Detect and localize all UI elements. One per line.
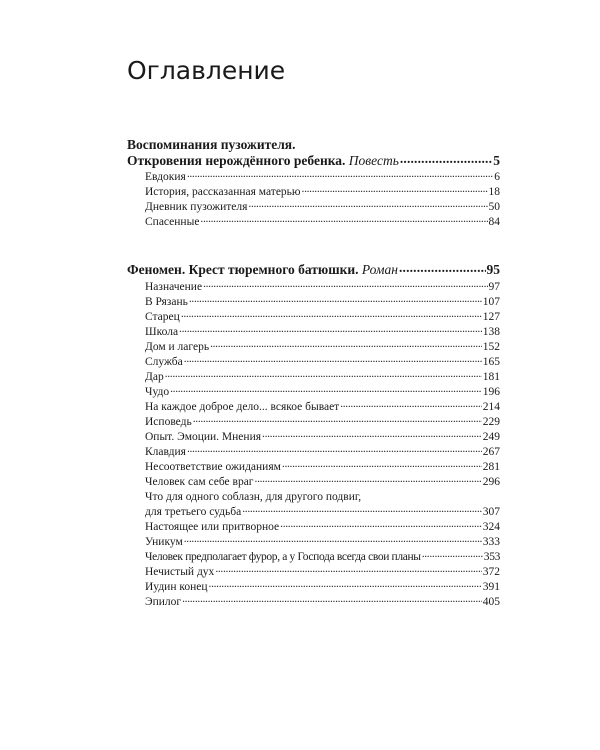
dot-leader [193, 415, 482, 425]
entry-title: Дневник пузожителя [145, 201, 248, 213]
part2-page-number: 95 [486, 262, 500, 277]
entry-title: Евдокия [145, 171, 186, 183]
toc-entry[interactable] [145, 460, 500, 474]
toc-entry[interactable] [145, 355, 500, 369]
entry-title: Дар [145, 371, 164, 383]
toc-entry[interactable] [145, 505, 500, 519]
entry-title: Старец [145, 311, 180, 323]
toc-entry[interactable] [145, 565, 500, 579]
dot-leader [165, 370, 482, 380]
entry-title: История, рассказанная матерью [145, 186, 301, 198]
dot-leader [248, 200, 487, 210]
entry-page: 296 [482, 476, 500, 488]
entry-page: 249 [482, 431, 500, 443]
dot-leader [209, 580, 482, 590]
entry-title: Уникум [145, 536, 183, 548]
toc-entry[interactable] [145, 170, 500, 184]
toc-entry[interactable] [145, 340, 500, 354]
dot-leader [280, 520, 482, 530]
dot-leader [399, 264, 486, 274]
dot-leader [242, 505, 482, 515]
dot-leader [187, 170, 493, 180]
toc-entry[interactable] [145, 325, 500, 339]
entry-page: 372 [482, 566, 500, 578]
dot-leader [255, 475, 482, 485]
dot-leader [181, 310, 482, 320]
entry-page: 281 [482, 461, 500, 473]
dot-leader [302, 185, 488, 195]
dot-leader [170, 385, 482, 395]
toc-entry[interactable] [145, 370, 500, 384]
toc-entry[interactable] [145, 310, 500, 324]
entry-title: Исповедь [145, 416, 192, 428]
entry-title: В Рязань [145, 296, 188, 308]
dot-leader [422, 550, 483, 560]
part1-heading-label [127, 154, 399, 168]
entry-title: Клавдия [145, 446, 186, 458]
entry-page: 97 [488, 281, 500, 293]
entry-page: 391 [482, 581, 500, 593]
entry-title: Иудин конец [145, 581, 208, 593]
entry-title: Опыт. Эмоции. Мнения [145, 431, 262, 443]
entry-page: 152 [482, 341, 500, 353]
entry-page: 214 [482, 401, 500, 413]
toc-entry[interactable] [145, 475, 500, 489]
dot-leader [203, 280, 487, 290]
toc-entry[interactable] [145, 595, 500, 609]
part1-heading-row[interactable] [127, 154, 500, 168]
toc-entry[interactable] [145, 215, 500, 229]
toc-entry[interactable] [145, 535, 500, 549]
dot-leader [262, 430, 482, 440]
entry-page: 84 [488, 216, 500, 228]
part2-heading-row[interactable] [127, 263, 500, 277]
entry-title: Назначение [145, 281, 203, 293]
toc-entry[interactable] [145, 520, 500, 534]
entry-page: 138 [482, 326, 500, 338]
toc-entry[interactable] [145, 385, 500, 399]
entry-title: Эпилог [145, 596, 182, 608]
entry-title: На каждое доброе дело... всякое бывает [145, 401, 340, 413]
entry-page: 405 [482, 596, 500, 608]
entry-page: 6 [494, 171, 500, 183]
dot-leader [184, 535, 482, 545]
part1-genre: Повесть [348, 153, 399, 168]
entry-page: 107 [482, 296, 500, 308]
entry-title: для третьего судьба [145, 506, 242, 518]
page-title: Оглавление [127, 56, 286, 85]
toc-entry[interactable] [145, 430, 500, 444]
dot-leader [210, 340, 482, 350]
toc-entry[interactable] [145, 200, 500, 214]
toc-entry-wrapped-line[interactable]: Что для одного соблазн, для другого подвиг, [145, 491, 362, 503]
part2-heading: Феномен. Крест тюремного батюшки. [127, 262, 359, 277]
entry-title: Человек сам себе враг [145, 476, 254, 488]
toc-entry[interactable] [145, 295, 500, 309]
toc-entry[interactable] [145, 400, 500, 414]
entry-title: Школа [145, 326, 179, 338]
entry-title: Спасенные [145, 216, 200, 228]
dot-leader [179, 325, 482, 335]
entry-title: Чудо [145, 386, 170, 398]
entry-page: 267 [482, 446, 500, 458]
entry-page: 181 [482, 371, 500, 383]
entry-page: 196 [482, 386, 500, 398]
dot-leader [282, 460, 482, 470]
dot-leader [187, 445, 482, 455]
entry-page: 127 [482, 311, 500, 323]
entry-title: Нечистый дух [145, 566, 215, 578]
part1-heading-line1: Воспоминания пузожителя. [127, 137, 296, 152]
dot-leader [182, 595, 482, 605]
entry-page: 50 [488, 201, 500, 213]
entry-page: 229 [482, 416, 500, 428]
toc-entry[interactable] [145, 550, 500, 564]
toc-entry[interactable] [145, 580, 500, 594]
entry-title: Настоящее или притворное [145, 521, 280, 533]
dot-leader [200, 215, 487, 225]
toc-entry[interactable] [145, 280, 500, 294]
dot-leader [189, 295, 482, 305]
toc-entry[interactable] [145, 415, 500, 429]
part1-page-number: 5 [493, 153, 500, 168]
part1-heading-line2: Откровения нерождённого ребенка. [127, 153, 346, 168]
entry-title: Несоответствие ожиданиям [145, 461, 281, 473]
entry-page: 353 [483, 551, 500, 563]
part2-heading-label [127, 263, 398, 277]
entry-page: 165 [482, 356, 500, 368]
part2-genre: Роман [361, 262, 398, 277]
toc-entry[interactable] [145, 185, 500, 199]
entry-page: 18 [488, 186, 500, 198]
entry-title: Служба [145, 356, 183, 368]
entry-page: 324 [482, 521, 500, 533]
entry-title: Человек предполагает фурор, а у Господа всегда свои планы [145, 551, 421, 563]
entry-title: Дом и лагерь [145, 341, 210, 353]
dot-leader [184, 355, 482, 365]
entry-page: 307 [482, 506, 500, 518]
toc-entry[interactable] [145, 445, 500, 459]
dot-leader [215, 565, 481, 575]
entry-page: 333 [482, 536, 500, 548]
dot-leader [400, 155, 492, 165]
dot-leader [340, 400, 482, 410]
